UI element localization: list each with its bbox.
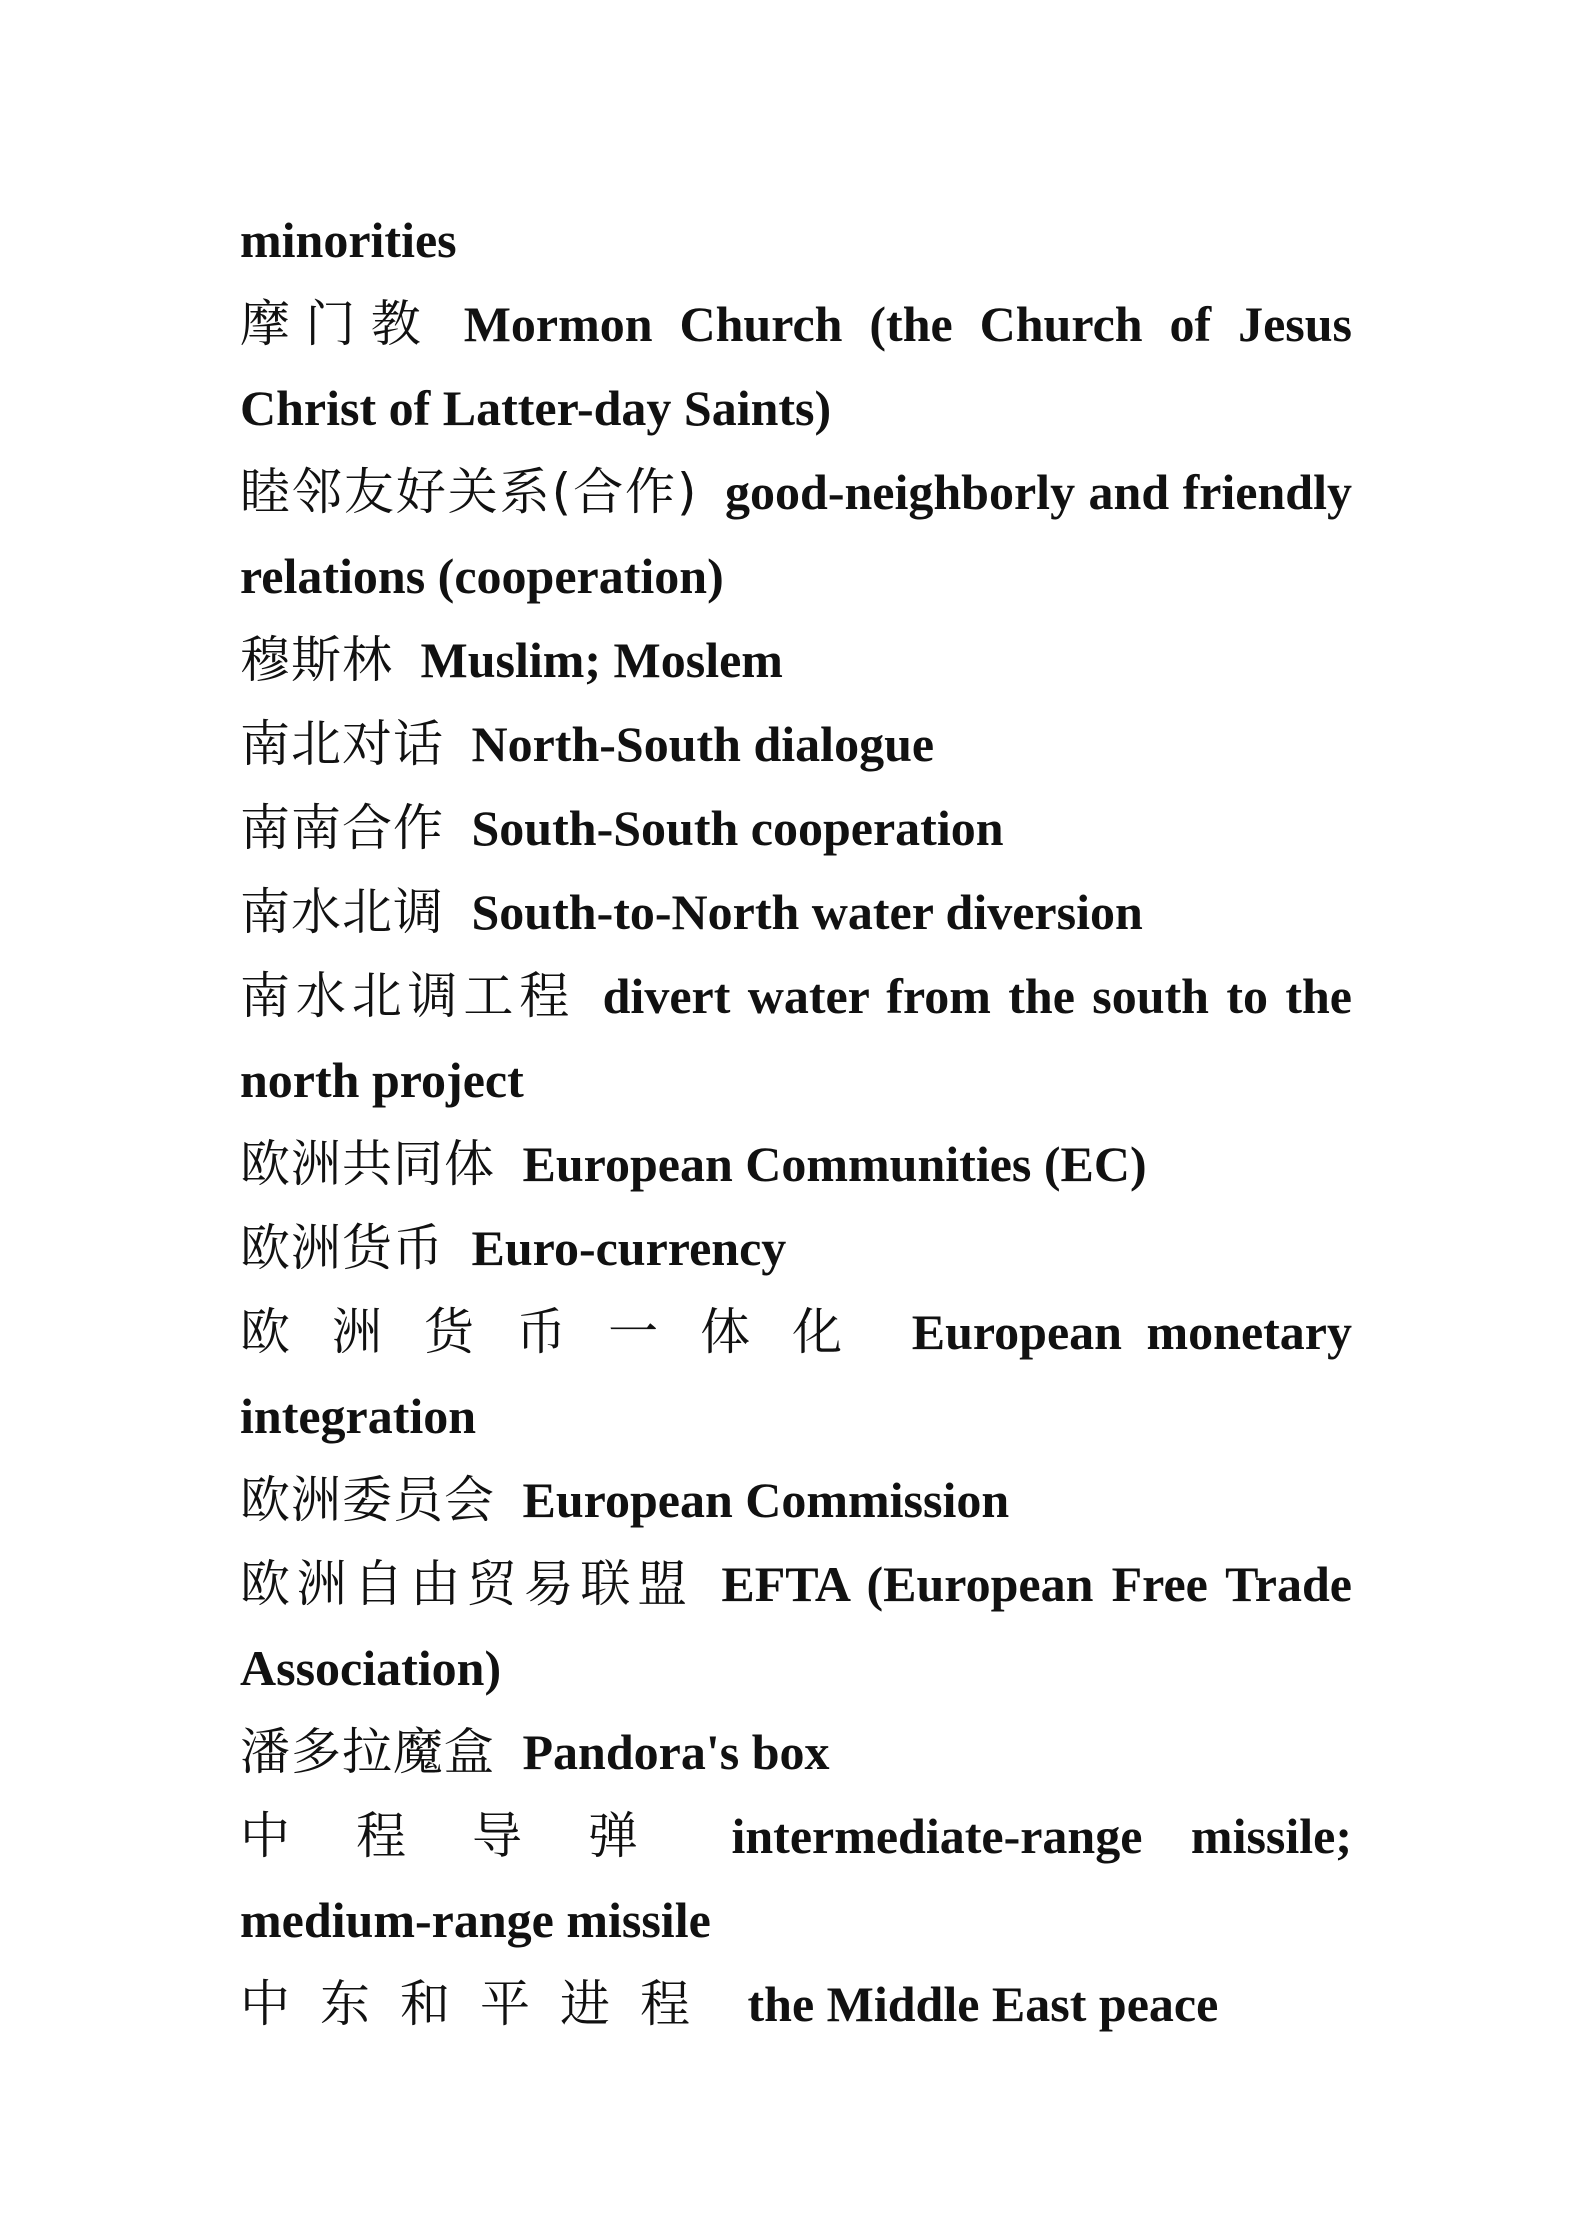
entry-english: South-to-North water diversion bbox=[471, 884, 1143, 940]
glossary-entry bbox=[240, 1122, 1352, 1206]
entry-chinese: 睦邻友好关系(合作) bbox=[240, 463, 698, 521]
entry-chinese: 中东和平进程 bbox=[240, 1975, 720, 2033]
glossary-entry bbox=[240, 702, 1352, 786]
entry-english: the Middle East peace bbox=[747, 1976, 1219, 2032]
entry-chinese: 欧洲委员会 bbox=[240, 1471, 495, 1529]
entry-english: North-South dialogue bbox=[471, 716, 935, 772]
glossary-entry bbox=[240, 1794, 1352, 1962]
entry-chinese: 欧洲货币一体化 bbox=[240, 1303, 885, 1361]
glossary-entry bbox=[240, 198, 1352, 282]
entry-chinese: 欧洲货币 bbox=[240, 1219, 444, 1277]
entry-chinese: 摩门教 bbox=[240, 295, 437, 353]
entry-chinese: 南南合作 bbox=[240, 799, 444, 857]
entry-english: Muslim; Moslem bbox=[420, 632, 783, 688]
entry-chinese: 中程导弹 bbox=[240, 1807, 704, 1865]
entry-chinese: 南水北调 bbox=[240, 883, 444, 941]
glossary-entry bbox=[240, 954, 1352, 1122]
entry-english: South-South cooperation bbox=[471, 800, 1004, 856]
entry-chinese: 潘多拉魔盒 bbox=[240, 1723, 495, 1781]
entry-english: Euro-currency bbox=[471, 1220, 787, 1276]
glossary-entry bbox=[240, 786, 1352, 870]
glossary-entry bbox=[240, 450, 1352, 618]
entry-english: minorities bbox=[240, 212, 457, 268]
entry-english: divert water from the south to the north project bbox=[240, 968, 1352, 1108]
entry-english: Mormon Church (the Church of Jesus Christ of Latter-day Saints) bbox=[240, 296, 1352, 436]
entry-english: Pandora's box bbox=[522, 1724, 830, 1780]
entry-chinese: 南北对话 bbox=[240, 715, 444, 773]
glossary-entry bbox=[240, 870, 1352, 954]
glossary-entry bbox=[240, 1458, 1352, 1542]
entry-chinese: 穆斯林 bbox=[240, 631, 393, 689]
entry-english: EFTA (European Free Trade Association) bbox=[240, 1556, 1353, 1696]
glossary-entry bbox=[240, 1290, 1352, 1458]
entry-english: European Communities (EC) bbox=[522, 1136, 1147, 1192]
glossary-entry bbox=[240, 282, 1352, 450]
entry-chinese: 欧洲自由贸易联盟 bbox=[240, 1555, 694, 1613]
glossary-page bbox=[240, 198, 1352, 2046]
entry-english: intermediate-range missile; medium-range missile bbox=[240, 1808, 1353, 1948]
glossary-entry bbox=[240, 1542, 1352, 1710]
glossary-entry bbox=[240, 1710, 1352, 1794]
glossary-entry bbox=[240, 618, 1352, 702]
glossary-entry bbox=[240, 1206, 1352, 1290]
entry-english: good-neighborly and friendly relations (cooperation) bbox=[240, 464, 1352, 604]
entry-chinese: 欧洲共同体 bbox=[240, 1135, 495, 1193]
entry-english: European monetary integration bbox=[240, 1304, 1352, 1444]
entry-chinese: 南水北调工程 bbox=[240, 967, 576, 1025]
glossary-entry bbox=[240, 1962, 1352, 2046]
entry-english: European Commission bbox=[522, 1472, 1010, 1528]
